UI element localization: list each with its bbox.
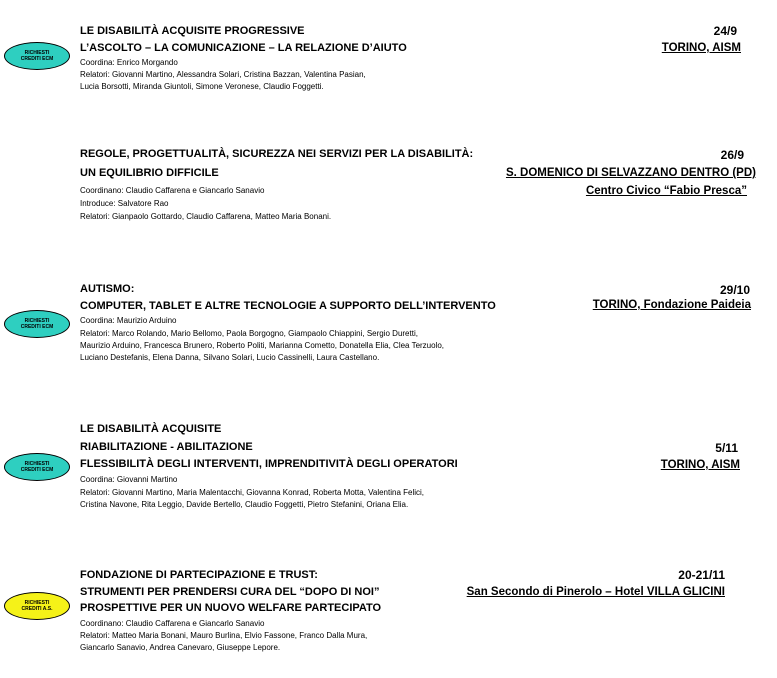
event-title: LE DISABILITÀ ACQUISITE PROGRESSIVE [80,25,305,37]
event-title: FONDAZIONE DI PARTECIPAZIONE E TRUST: [80,569,318,581]
event-location[interactable]: TORINO, Fondazione Paideia [592,299,751,311]
event-speakers-cont: Giancarlo Sanavio, Andrea Canevaro, Giuseppe Lepore. [80,643,281,652]
event-subtitle: L’ASCOLTO – LA COMUNICAZIONE – LA RELAZIONE D’AIUTO [80,42,407,54]
event-subtitle: STRUMENTI PER PRENDERSI CURA DEL “DOPO DI NOI” [80,586,380,598]
event-subtitle: RIABILITAZIONE - ABILITAZIONE [80,441,253,453]
event-subtitle: UN EQUILIBRIO DIFFICILE [80,167,219,179]
credits-badge: RICHIESTI CREDITI ECM [4,42,70,70]
event-location[interactable]: TORINO, AISM [661,42,741,54]
event-coordinator: Coordina: Enrico Morgando [80,58,178,67]
event-location[interactable]: TORINO, AISM [660,459,740,471]
credits-badge: RICHIESTI CREDITI A.S. [4,592,70,620]
event-speakers-cont: Maurizio Arduino, Francesca Brunero, Roberto Politi, Marianna Cometto, Donatella Elia, Clea Terzuolo, [80,341,445,350]
event-speakers: Relatori: Gianpaolo Gottardo, Claudio Caffarena, Matteo Maria Bonani. [80,212,332,221]
event-speakers: Relatori: Marco Rolando, Mario Bellomo, Paola Borgogno, Giampaolo Chiappini, Sergio Duretti, [80,329,418,338]
event-subtitle-2: PROSPETTIVE PER UN NUOVO WELFARE PARTECIPATO [80,602,382,614]
event-coordinator: Coordinano: Claudio Caffarena e Giancarlo Sanavio [80,186,265,195]
event-introducer: Introduce: Salvatore Rao [80,199,169,208]
event-date: 26/9 [720,148,744,162]
event-coordinator: Coordina: Giovanni Martino [80,475,178,484]
event-date: 24/9 [713,24,737,38]
credits-badge: RICHIESTI CREDITI ECM [4,310,70,338]
event-location[interactable]: S. DOMENICO DI SELVAZZANO DENTRO (PD) [505,167,756,179]
event-coordinator: Coordinano: Claudio Caffarena e Giancarlo Sanavio [80,619,265,628]
event-date: 5/11 [715,441,738,455]
event-speakers: Relatori: Giovanni Martino, Alessandra Solari, Cristina Bazzan, Valentina Pasian, [80,70,366,79]
event-speakers-cont: Cristina Navone, Rita Leggio, Davide Bertello, Claudio Foggetti, Pietro Stefanini, Oriana Elia. [80,500,409,509]
event-subtitle-2: FLESSIBILITÀ DEGLI INTERVENTI, IMPRENDITIVITÀ DEGLI OPERATORI [80,458,458,470]
event-venue[interactable]: Centro Civico “Fabio Presca” [585,185,747,197]
event-speakers-cont: Lucia Borsotti, Miranda Giuntoli, Simone Veronese, Claudio Foggetti. [80,82,324,91]
event-subtitle: COMPUTER, TABLET E ALTRE TECNOLOGIE A SUPPORTO DELL’INTERVENTO [80,300,496,312]
event-coordinator: Coordina: Maurizio Arduino [80,316,177,325]
event-speakers: Relatori: Giovanni Martino, Maria Malentacchi, Giovanna Konrad, Roberta Motta, Valentina Felici, [80,488,425,497]
event-title: LE DISABILITÀ ACQUISITE [80,423,222,435]
event-date: 20-21/11 [678,568,725,582]
event-title: AUTISMO: [80,283,135,295]
event-speakers-cont: Luciano Destefanis, Elena Danna, Silvano Solari, Lucio Cassinelli, Laura Castellano. [80,353,380,362]
credits-badge: RICHIESTI CREDITI ECM [4,453,70,481]
event-date: 29/10 [719,283,750,297]
event-location[interactable]: San Secondo di Pinerolo – Hotel VILLA GLICINI [466,586,725,598]
event-speakers: Relatori: Matteo Maria Bonani, Mauro Burlina, Elvio Fassone, Franco Dalla Mura, [80,631,368,640]
event-title: REGOLE, PROGETTUALITÀ, SICUREZZA NEI SERVIZI PER LA DISABILITÀ: [80,148,474,160]
